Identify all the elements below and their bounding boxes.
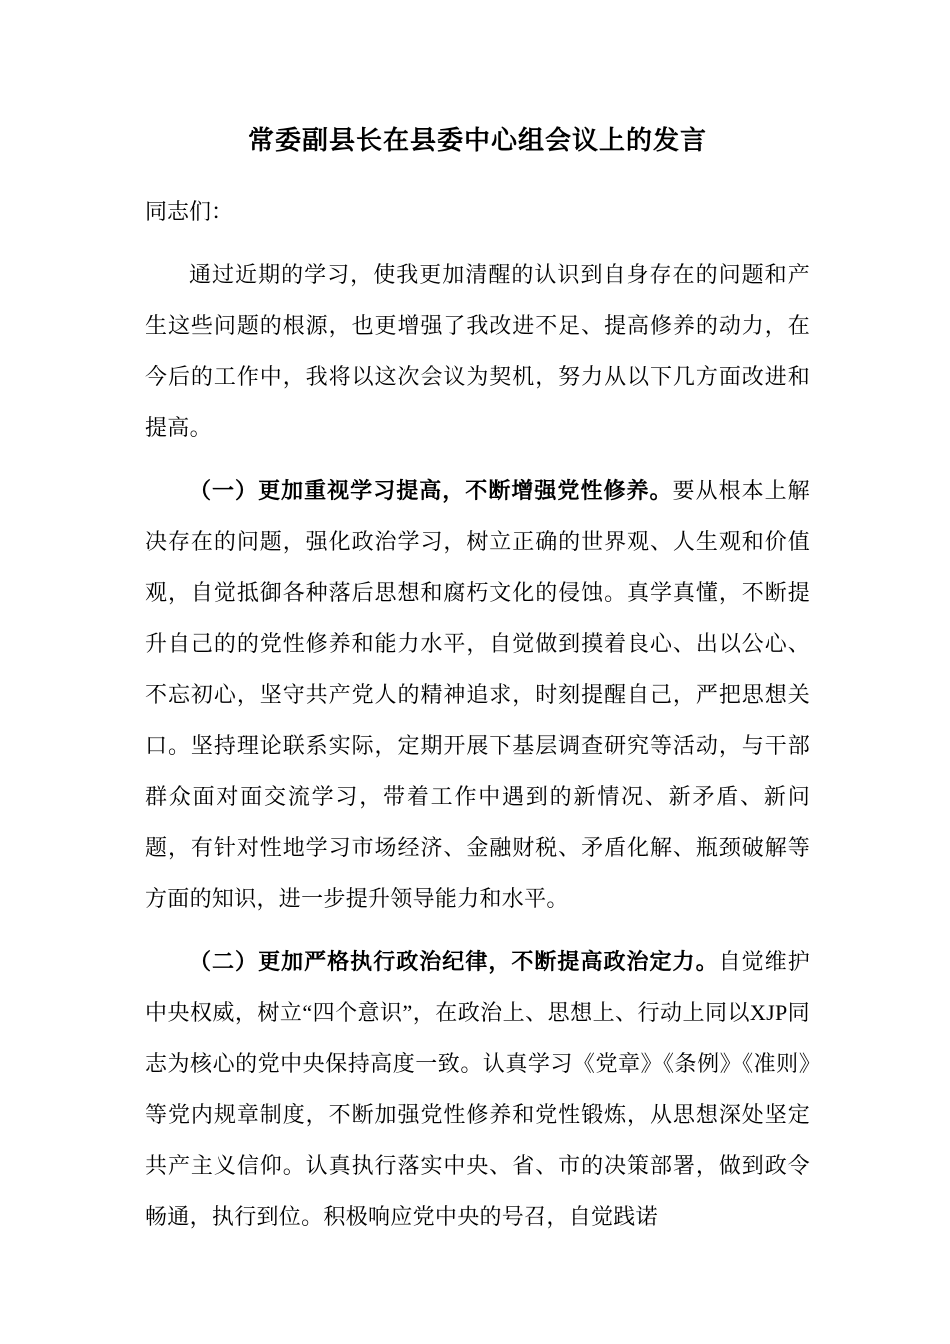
paragraph-section-1 — [145, 465, 810, 924]
paragraph-text: 自觉维护中央权威，树立“四个意识”，在政治上、思想上、行动上同以XJP同志为核心的党中央保持高度一致。认真学习《党章》《条例》《准则》等党内规章制度，不断加强党性修养和党性锻炼，从思想深处坚定共产主义信仰。认真执行落实中央、省、市的决策部署，做到政令畅通，执行到位。积极响应党中央的号召，自觉践诺 — [145, 949, 811, 1229]
salutation: 同志们： — [145, 199, 234, 224]
paragraph-lead: （一）更加重视学习提高，不断增强党性修养。 — [189, 478, 673, 503]
paragraph-lead: （二）更加严格执行政治纪律，不断提高政治定力。 — [189, 949, 719, 974]
paragraph-text: 要从根本上解决存在的问题，强化政治学习，树立正确的世界观、人生观和价值观，自觉抵御各种落后思想和腐朽文化的侵蚀。真学真懂，不断提升自己的的党性修养和能力水平，自觉做到摸着良心、出以公心、不忘初心，坚守共产党人的精神追求，时刻提醒自己，严把思想关口。坚持理论联系实际，定期开展下基层调查研究等活动，与干部群众面对面交流学习，带着工作中遇到的新情况、新矛盾、新问题，有针对性地学习市场经济、金融财税、矛盾化解、瓶颈破解等方面的知识，进一步提升领导能力和水平。 — [145, 478, 810, 911]
paragraph-text: 通过近期的学习，使我更加清醒的认识到自身存在的问题和产生这些问题的根源，也更增强了我改进不足、提高修养的动力，在今后的工作中，我将以这次会议为契机，努力从以下几方面改进和提高。 — [145, 262, 810, 440]
paragraph-intro — [145, 249, 810, 453]
paragraph-section-2 — [145, 936, 810, 1242]
document-title: 常委副县长在县委中心组会议上的发言 — [247, 126, 707, 155]
